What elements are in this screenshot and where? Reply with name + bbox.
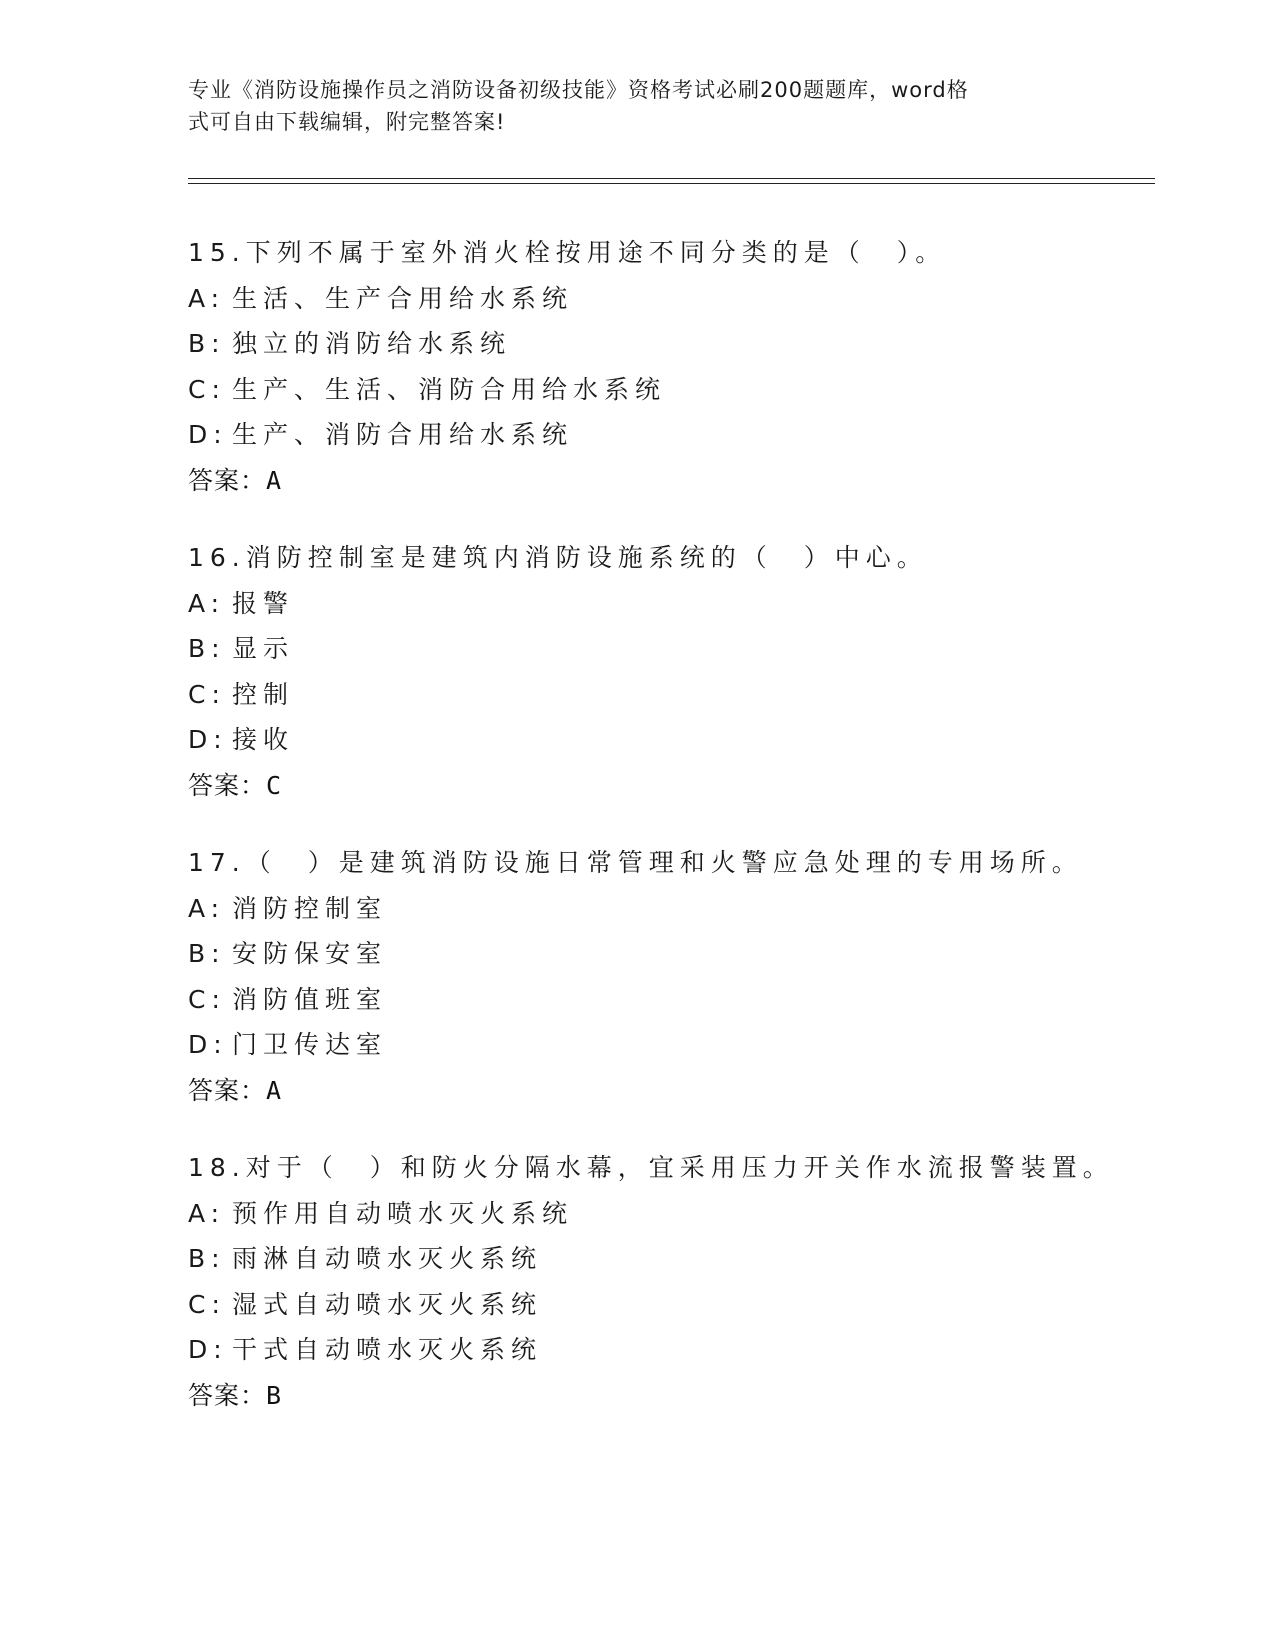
- option-text: 生产、生活、消防合用给水系统: [232, 374, 667, 404]
- option-letter: D:: [188, 725, 228, 754]
- option-a: [188, 1191, 1148, 1237]
- option-letter: C:: [188, 1289, 226, 1319]
- option-text: 接收: [232, 725, 295, 754]
- question-16: [188, 535, 1148, 808]
- header-divider-top: [188, 178, 1155, 179]
- option-text: 安防保安室: [232, 939, 388, 968]
- answer-value: B: [266, 1380, 283, 1410]
- answer-line: [188, 1068, 1148, 1114]
- answer-line: [188, 763, 1148, 809]
- option-letter: C:: [188, 679, 226, 709]
- option-text: 生产、消防合用给水系统: [232, 420, 574, 449]
- question-stem: 18.对于（ ）和防火分隔水幕，宜采用压力开关作水流报警装置。: [188, 1153, 1114, 1182]
- answer-value: A: [266, 465, 283, 495]
- answer-line: [188, 458, 1148, 504]
- header-title-line-2: 式可自由下载编辑，附完整答案!: [188, 110, 506, 134]
- answer-label: 答案：: [188, 465, 267, 495]
- answer-line: [188, 1373, 1148, 1419]
- option-letter: A:: [188, 1198, 226, 1228]
- option-letter: A:: [188, 588, 226, 618]
- option-text: 雨淋自动喷水灭火系统: [232, 1244, 543, 1273]
- question-15: [188, 230, 1148, 503]
- option-b: [188, 1236, 1148, 1282]
- option-letter: C:: [188, 984, 226, 1014]
- option-text: 消防控制室: [232, 893, 388, 923]
- option-b: [188, 931, 1148, 977]
- option-text: 门卫传达室: [232, 1030, 388, 1059]
- option-d: [188, 1022, 1148, 1068]
- option-text: 消防值班室: [232, 984, 388, 1014]
- option-text: 预作用自动喷水灭火系统: [232, 1198, 574, 1228]
- answer-label: 答案：: [188, 1380, 267, 1410]
- option-text: 生活、生产合用给水系统: [232, 283, 574, 313]
- answer-value: A: [266, 1075, 283, 1105]
- option-letter: A:: [188, 893, 226, 923]
- document-header: [188, 74, 1088, 138]
- option-c: [188, 1282, 1148, 1328]
- header-title-line-1: 专业《消防设施操作员之消防设备初级技能》资格考试必刷200题题库，word格: [188, 78, 969, 102]
- option-letter: D:: [188, 1335, 228, 1364]
- option-text: 显示: [232, 634, 295, 663]
- header-divider-bottom: [188, 183, 1155, 184]
- option-a: [188, 886, 1148, 932]
- option-letter: B:: [188, 634, 226, 663]
- option-text: 干式自动喷水灭火系统: [232, 1335, 543, 1364]
- option-d: [188, 1327, 1148, 1373]
- option-letter: D:: [188, 420, 228, 449]
- option-d: [188, 717, 1148, 763]
- question-stem: 17.（ ）是建筑消防设施日常管理和火警应急处理的专用场所。: [188, 848, 1083, 877]
- option-letter: C:: [188, 374, 226, 404]
- answer-value: C: [266, 770, 283, 800]
- option-text: 湿式自动喷水灭火系统: [232, 1289, 543, 1319]
- question-stem: 16.消防控制室是建筑内消防设施系统的（ ）中心。: [188, 543, 928, 572]
- option-d: [188, 412, 1148, 458]
- option-b: [188, 321, 1148, 367]
- option-text: 报警: [232, 588, 295, 618]
- option-letter: A:: [188, 283, 226, 313]
- option-text: 独立的消防给水系统: [232, 329, 512, 358]
- answer-label: 答案：: [188, 1075, 267, 1105]
- option-a: [188, 276, 1148, 322]
- answer-label: 答案：: [188, 770, 267, 800]
- option-b: [188, 626, 1148, 672]
- option-text: 控制: [232, 679, 295, 709]
- option-letter: B:: [188, 939, 226, 968]
- option-letter: B:: [188, 1244, 226, 1273]
- question-17: [188, 840, 1148, 1113]
- option-letter: D:: [188, 1030, 228, 1059]
- question-stem: 15.下列不属于室外消火栓按用途不同分类的是（ ）。: [188, 238, 947, 267]
- option-c: [188, 367, 1148, 413]
- option-a: [188, 581, 1148, 627]
- option-c: [188, 672, 1148, 718]
- option-letter: B:: [188, 329, 226, 358]
- question-18: [188, 1145, 1148, 1418]
- option-c: [188, 977, 1148, 1023]
